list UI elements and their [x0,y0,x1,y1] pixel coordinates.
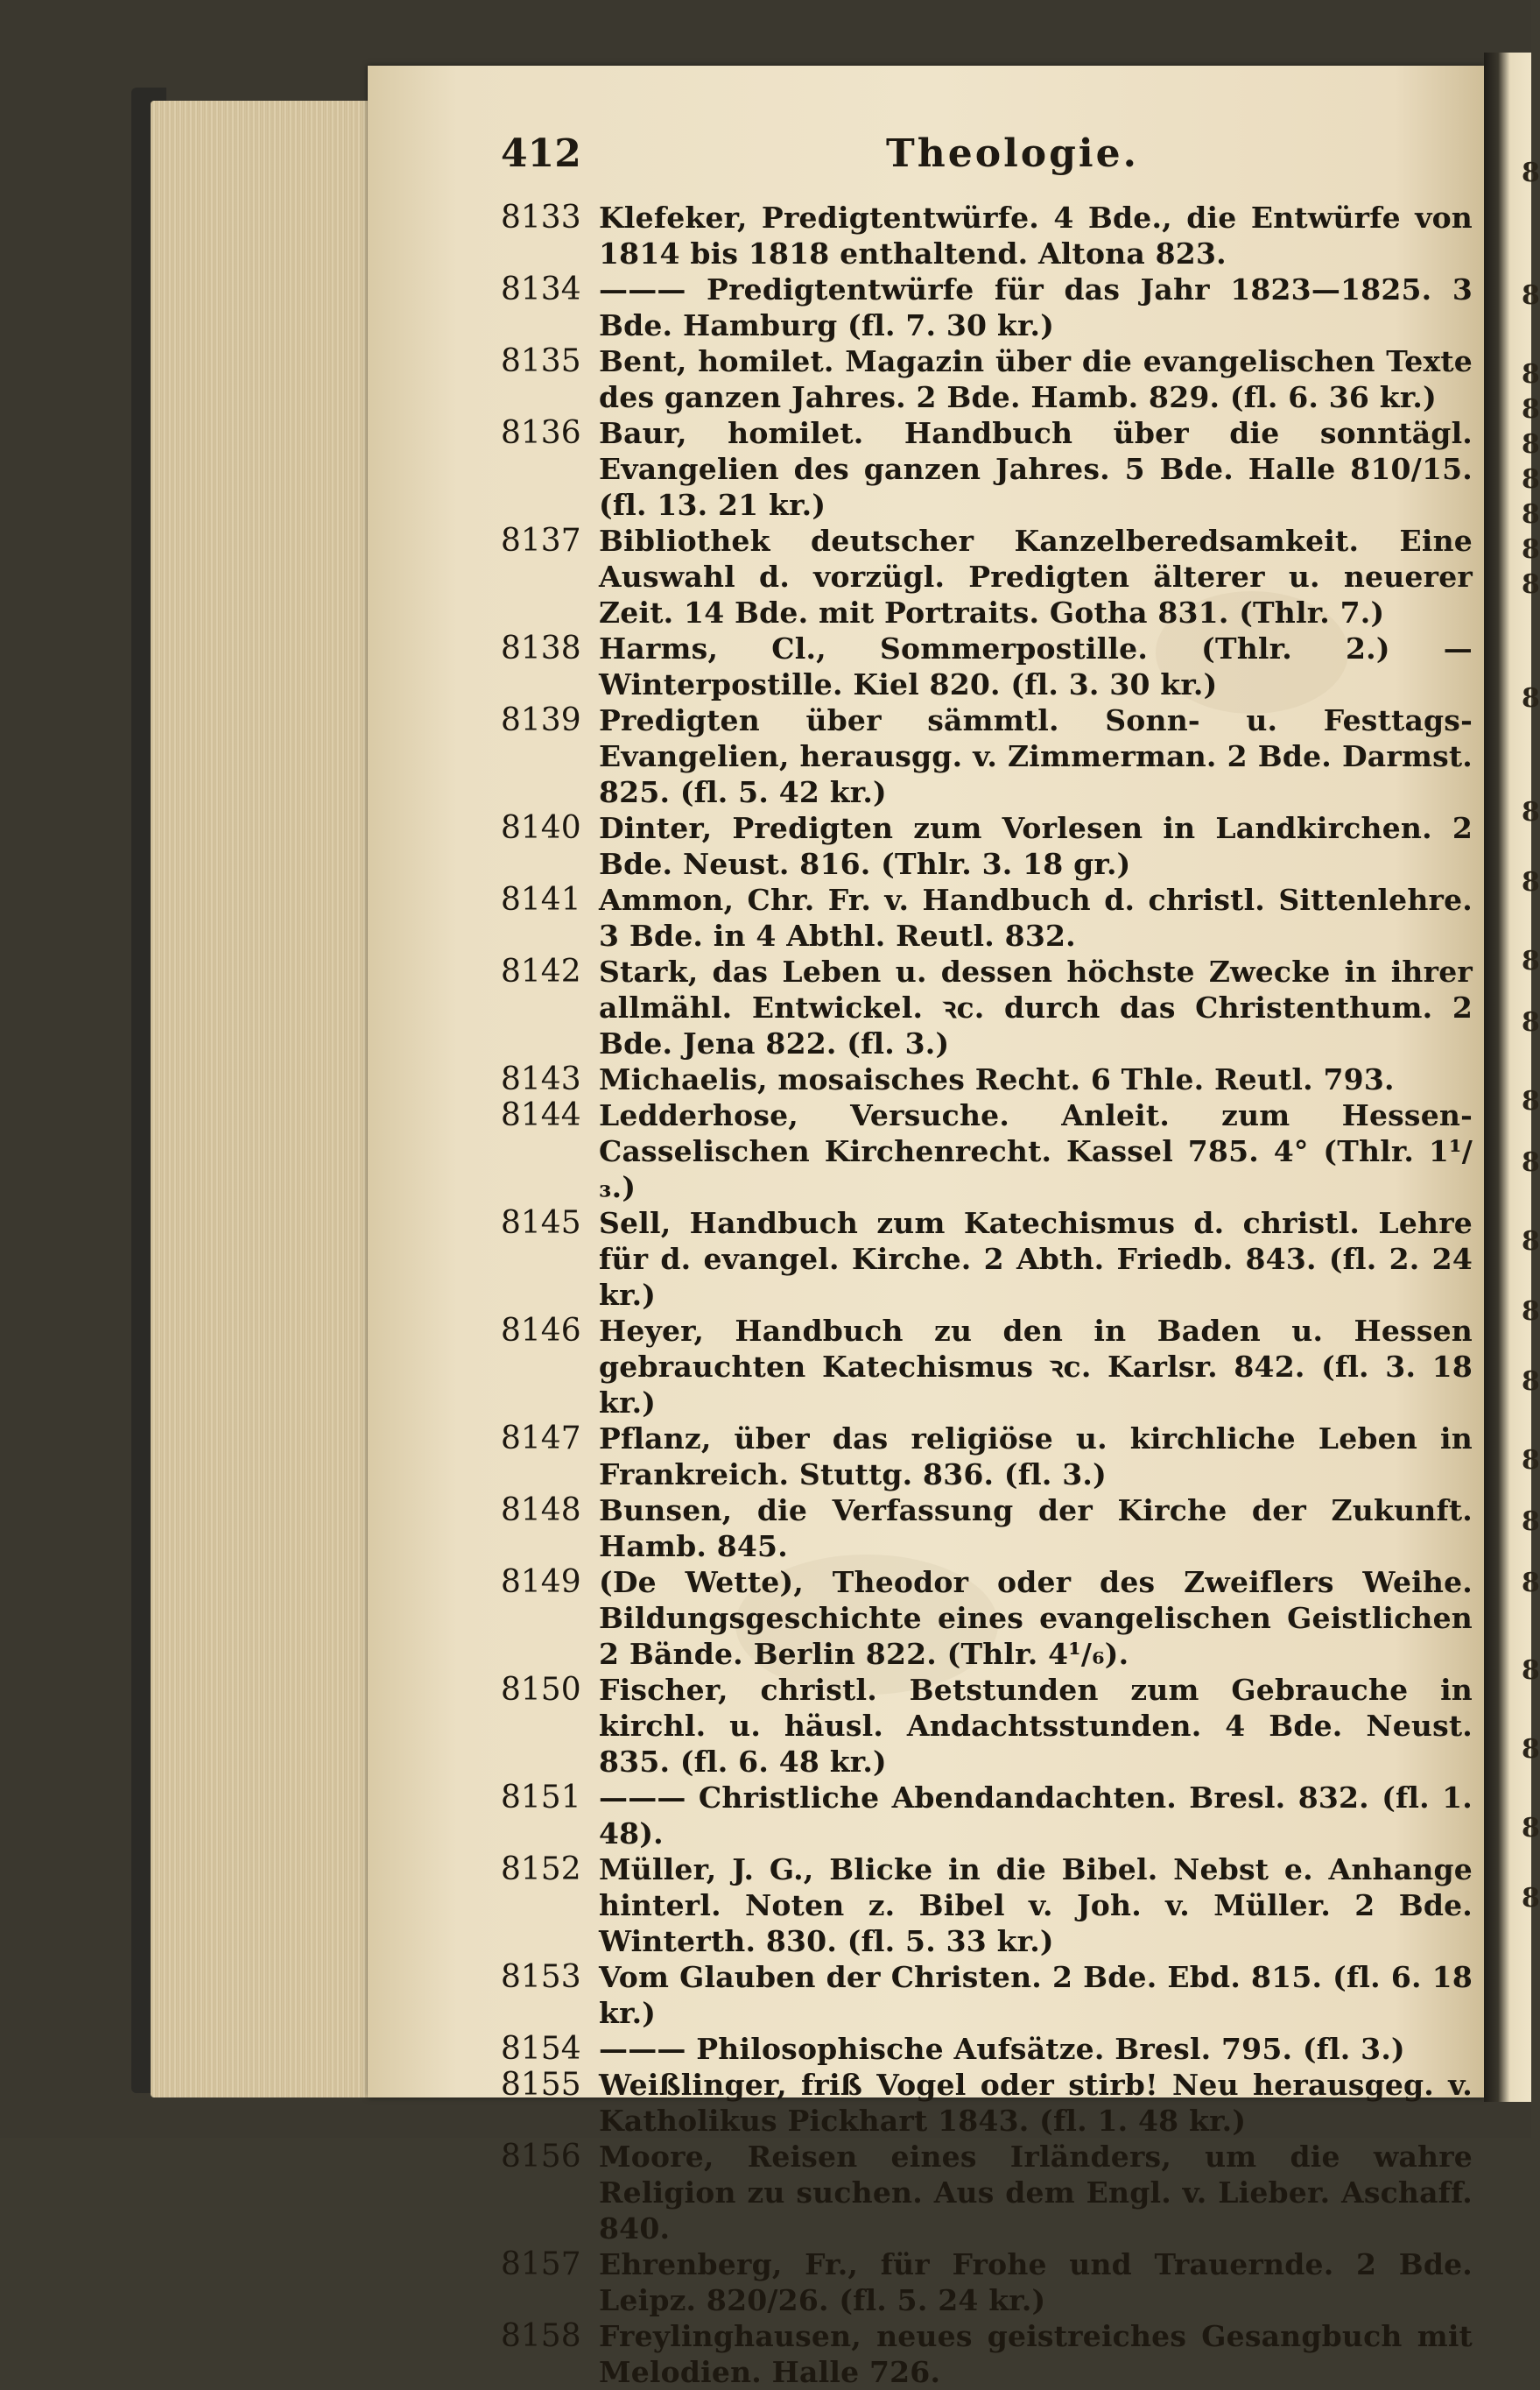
next-page-number-fragment: 8 [1522,569,1540,600]
next-page-number-fragment: 8 [1522,534,1540,565]
entry-text: Ledderhose, Versuche. Anleit. zum Hessen-Casselischen Kirchenrecht. Kassel 785. 4° (Thlr. 1¹/₃.) [599,1098,1473,1204]
entry-number: 8147 [501,1421,581,1456]
next-page-number-fragment: 8 [1522,1445,1540,1476]
next-page-number-fragment: 8 [1522,867,1540,898]
entry-text: Stark, das Leben u. dessen höchste Zwecke in ihrer allmähl. Entwickel. ꝛc. durch das Christenthum. 2 Bde. Jena 822. (fl. 3.) [599,955,1473,1061]
entry-number: 8142 [501,954,581,990]
next-page-number-fragment: 8 [1522,1506,1540,1537]
page-header [501,131,1473,193]
list-item [501,343,1473,415]
entry-number: 8150 [501,1672,581,1708]
entry-text: Freylinghausen, neues geistreiches Gesangbuch mit Melodien. Halle 726. [599,2319,1473,2389]
entry-number: 8157 [501,2246,581,2282]
entry-number: 8146 [501,1313,581,1349]
list-item [501,631,1473,702]
entry-number: 8151 [501,1780,581,1815]
entry-number: 8133 [501,200,581,236]
next-page-number-fragment: 8 [1522,1226,1540,1257]
entry-number: 8155 [501,2067,581,2103]
next-page-number-fragment: 8 [1522,683,1540,714]
entry-number: 8144 [501,1097,581,1133]
entry-text: Bibliothek deutscher Kanzelberedsamkeit. Eine Auswahl d. vorzügl. Predigten älterer u. neuerer Zeit. 14 Bde. mit Portraits. Gotha 831. (Thlr. 7.) [599,524,1473,630]
list-item [501,1061,1473,1097]
list-item [501,810,1473,882]
list-item [501,2067,1473,2139]
next-page-number-fragment: 8 [1522,797,1540,828]
next-page-number-fragment: 8 [1522,1813,1540,1844]
entry-text: Moore, Reisen eines Irländers, um die wahre Religion zu suchen. Aus dem Engl. v. Lieber. Aschaff. 840. [599,2140,1473,2245]
next-page-number-fragment: 8 [1522,1883,1540,1914]
page-edges [151,101,378,2097]
next-page-number-fragment: 8 [1522,280,1540,311]
list-item [501,1959,1473,2031]
next-page-number-fragment: 8 [1522,499,1540,530]
next-page-number-fragment: 8 [1522,464,1540,495]
entry-number: 8154 [501,2031,581,2067]
running-title: Theologie. [886,131,1139,176]
entry-number: 8136 [501,415,581,451]
list-item [501,1564,1473,1672]
entry-text: Michaelis, mosaisches Recht. 6 Thle. Reutl. 793. [599,1062,1395,1096]
list-item [501,2139,1473,2246]
entry-text: Dinter, Predigten zum Vorlesen in Landkirchen. 2 Bde. Neust. 816. (Thlr. 3. 18 gr.) [599,811,1473,881]
list-item [501,1205,1473,1313]
entry-text: (De Wette), Theodor oder des Zweiflers Weihe. Bildungsgeschichte eines evangelischen Geistlichen 2 Bände. Berlin 822. (Thlr. 4¹/₆). [599,1565,1473,1671]
entry-text: ——— Christliche Abendandachten. Bresl. 832. (fl. 1. 48). [599,1780,1473,1851]
entry-text: Klefeker, Predigtentwürfe. 4 Bde., die Entwürfe von 1814 bis 1818 enthaltend. Altona 823. [599,201,1473,271]
list-item [501,954,1473,1061]
entry-text: Ammon, Chr. Fr. v. Handbuch d. christl. Sittenlehre. 3 Bde. in 4 Abthl. Reutl. 832. [599,883,1473,953]
next-page-number-fragment: 8 [1522,359,1540,390]
entry-text: Weißlinger, friß Vogel oder stirb! Neu herausgeg. v. Katholikus Pickhart 1843. (fl. 1. 48 kr.) [599,2068,1473,2138]
entry-number: 8141 [501,882,581,918]
entry-number: 8135 [501,343,581,379]
list-item [501,271,1473,343]
next-page-number-fragment: 8 [1522,394,1540,425]
entry-number: 8137 [501,523,581,559]
entry-number: 8140 [501,810,581,846]
entry-text: Predigten über sämmtl. Sonn- u. Festtags-Evangelien, herausgg. v. Zimmerman. 2 Bde. Darmst. 825. (fl. 5. 42 kr.) [599,703,1473,809]
list-item [501,1492,1473,1564]
list-item [501,200,1473,271]
next-page-number-fragment: 8 [1522,1147,1540,1178]
next-page-number-fragment: 8 [1522,1568,1540,1598]
entry-number: 8149 [501,1564,581,1600]
entry-number: 8148 [501,1492,581,1528]
next-page-number-fragment: 8 [1522,1086,1540,1117]
entry-number: 8145 [501,1205,581,1241]
entry-text: Ehrenberg, Fr., für Frohe und Trauernde. 2 Bde. Leipz. 820/26. (fl. 5. 24 kr.) [599,2247,1473,2317]
entry-text: Baur, homilet. Handbuch über die sonntägl. Evangelien des ganzen Jahres. 5 Bde. Halle 810/15. (fl. 13. 21 kr.) [599,416,1473,522]
list-item [501,1097,1473,1205]
entry-number: 8153 [501,1959,581,1995]
next-page-number-fragment: 8 [1522,158,1540,188]
entry-text: ——— Philosophische Aufsätze. Bresl. 795. (fl. 3.) [599,2032,1405,2066]
next-page-number-fragment: 8 [1522,1366,1540,1397]
entry-text: Bunsen, die Verfassung der Kirche der Zukunft. Hamb. 845. [599,1493,1473,1563]
next-page-number-fragment: 8 [1522,1655,1540,1686]
entry-text: Heyer, Handbuch zu den in Baden u. Hessen gebrauchten Katechismus ꝛc. Karlsr. 842. (fl. 3. 18 kr.) [599,1314,1473,1420]
list-item [501,1313,1473,1421]
list-item [501,2318,1473,2390]
list-item [501,2031,1473,2067]
entry-text: Vom Glauben der Christen. 2 Bde. Ebd. 815. (fl. 6. 18 kr.) [599,1960,1473,2030]
entry-text: Fischer, christl. Betstunden zum Gebrauche in kirchl. u. häusl. Andachtsstunden. 4 Bde. Neust. 835. (fl. 6. 48 kr.) [599,1673,1473,1779]
entry-text: Bent, homilet. Magazin über die evangelischen Texte des ganzen Jahres. 2 Bde. Hamb. 829. (fl. 6. 36 kr.) [599,344,1473,414]
entry-number: 8143 [501,1061,581,1097]
next-page-number-fragment: 8 [1522,1734,1540,1765]
list-item [501,882,1473,954]
entry-number: 8158 [501,2318,581,2354]
entry-number: 8139 [501,702,581,738]
list-item [501,2246,1473,2318]
list-item [501,523,1473,631]
list-item [501,1780,1473,1851]
list-item [501,1672,1473,1780]
next-page-number-fragment: 8 [1522,946,1540,976]
list-item [501,702,1473,810]
entry-text: Pflanz, über das religiöse u. kirchliche Leben in Frankreich. Stuttg. 836. (fl. 3.) [599,1421,1473,1491]
entry-number: 8156 [501,2139,581,2175]
entry-number: 8138 [501,631,581,666]
page-number: 412 [501,131,581,176]
entry-text: ——— Predigtentwürfe für das Jahr 1823—1825. 3 Bde. Hamburg (fl. 7. 30 kr.) [599,272,1473,342]
entry-text: Harms, Cl., Sommerpostille. (Thlr. 2.) —Winterpostille. Kiel 820. (fl. 3. 30 kr.) [599,631,1473,701]
entry-list [501,200,1473,2390]
entry-text: Sell, Handbuch zum Katechismus d. christl. Lehre für d. evangel. Kirche. 2 Abth. Friedb. 843. (fl. 2. 24 kr.) [599,1206,1473,1312]
list-item [501,1851,1473,1959]
entry-number: 8152 [501,1851,581,1887]
next-page-number-fragment: 8 [1522,1007,1540,1038]
entry-text: Müller, J. G., Blicke in die Bibel. Nebst e. Anhange hinterl. Noten z. Bibel v. Joh. v. Müller. 2 Bde. Winterth. 830. (fl. 5. 33 kr.) [599,1852,1473,1958]
list-item [501,415,1473,523]
entry-number: 8134 [501,271,581,307]
list-item [501,1421,1473,1492]
next-page-number-fragment: 8 [1522,429,1540,460]
next-page-number-fragment: 8 [1522,1296,1540,1327]
